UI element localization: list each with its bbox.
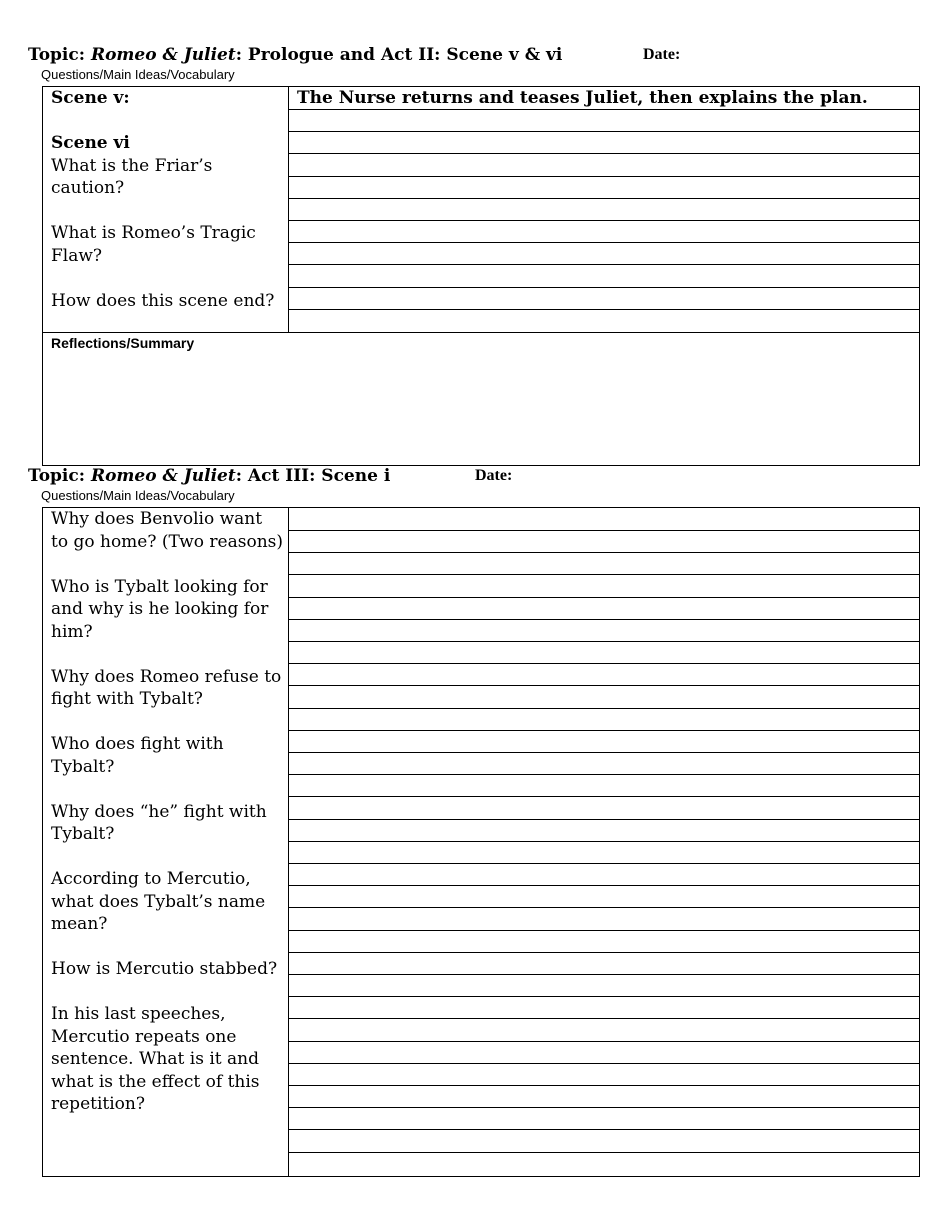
topic-label: Topic:: [28, 466, 86, 486]
note-line[interactable]: [289, 574, 919, 575]
note-line[interactable]: [289, 708, 919, 709]
note-line[interactable]: [289, 176, 919, 177]
column-sublabel: Questions/Main Ideas/Vocabulary: [41, 67, 235, 82]
reflections-area[interactable]: [43, 332, 919, 466]
question: Why does Romeo refuse to fight with Tybalt?: [51, 666, 282, 709]
scene-v-label: Scene v:: [51, 88, 130, 108]
note-line[interactable]: [289, 885, 919, 886]
note-line[interactable]: [289, 641, 919, 642]
note-line[interactable]: [289, 730, 919, 731]
notes-column: [289, 508, 919, 1176]
question: How does this scene end?: [51, 290, 275, 311]
note-line[interactable]: [289, 1018, 919, 1019]
notes-table-1: [42, 86, 920, 466]
question: Why does “he” fight with Tybalt?: [51, 801, 267, 844]
note-line[interactable]: [289, 1041, 919, 1042]
question: What is the Friar’s caution?: [51, 155, 213, 198]
topic-heading: [28, 45, 562, 65]
note-line[interactable]: [289, 1085, 919, 1086]
note-line[interactable]: [289, 1107, 919, 1108]
questions-column: [43, 508, 289, 1176]
note-line[interactable]: [289, 752, 919, 753]
note-line[interactable]: [289, 530, 919, 531]
notes-column: [289, 87, 919, 332]
note-line[interactable]: [289, 619, 919, 620]
note-line[interactable]: [289, 1063, 919, 1064]
note-line[interactable]: [289, 242, 919, 243]
note-line[interactable]: [289, 264, 919, 265]
question: Who does fight with Tybalt?: [51, 734, 224, 777]
note-line[interactable]: [289, 863, 919, 864]
question: What is Romeo’s Tragic Flaw?: [51, 223, 256, 266]
note-line[interactable]: [289, 952, 919, 953]
note-line[interactable]: [289, 597, 919, 598]
question: According to Mercutio, what does Tybalt’s name mean?: [51, 869, 266, 934]
note-line[interactable]: [289, 996, 919, 997]
question: In his last speeches, Mercutio repeats one sentence. What is it and what is the effect of this repetition?: [51, 1004, 260, 1114]
question: Who is Tybalt looking for and why is he looking for him?: [51, 576, 269, 642]
note-line[interactable]: [289, 663, 919, 664]
topic-heading: [28, 466, 390, 486]
note-line[interactable]: [289, 841, 919, 842]
question: Why does Benvolio want to go home? (Two reasons): [51, 509, 284, 552]
question: How is Mercutio stabbed?: [51, 959, 278, 979]
note-line[interactable]: [289, 109, 919, 110]
scene-vi-label: Scene vi: [51, 133, 130, 153]
note-line[interactable]: [289, 1152, 919, 1153]
note-line[interactable]: [289, 974, 919, 975]
reflections-label: Reflections/Summary: [51, 335, 195, 351]
note-line[interactable]: [289, 131, 919, 132]
topic-rest: : Act III: Scene i: [235, 466, 391, 486]
topic-title: Romeo & Juliet: [90, 45, 236, 65]
note-line[interactable]: [289, 907, 919, 908]
note-line[interactable]: [289, 552, 919, 553]
column-sublabel: Questions/Main Ideas/Vocabulary: [41, 488, 235, 503]
note-line[interactable]: [289, 819, 919, 820]
note-line[interactable]: [289, 220, 919, 221]
note-line[interactable]: [289, 287, 919, 288]
note-line[interactable]: [289, 309, 919, 310]
topic-title: Romeo & Juliet: [90, 466, 236, 486]
note-line[interactable]: [289, 774, 919, 775]
date-label: Date:: [475, 467, 513, 484]
topic-label: Topic:: [28, 45, 86, 65]
note-line[interactable]: [289, 685, 919, 686]
questions-text: [51, 87, 283, 335]
date-label: Date:: [643, 46, 681, 63]
questions-text: [51, 508, 283, 1138]
notes-heading: The Nurse returns and teases Juliet, then explains the plan.: [297, 88, 868, 108]
note-line[interactable]: [289, 198, 919, 199]
notes-table-2: [42, 507, 920, 1177]
topic-rest: : Prologue and Act II: Scene v & vi: [235, 45, 563, 65]
questions-column: [43, 87, 289, 332]
note-line[interactable]: [289, 1129, 919, 1130]
note-line[interactable]: [289, 153, 919, 154]
note-line[interactable]: [289, 796, 919, 797]
note-line[interactable]: [289, 930, 919, 931]
